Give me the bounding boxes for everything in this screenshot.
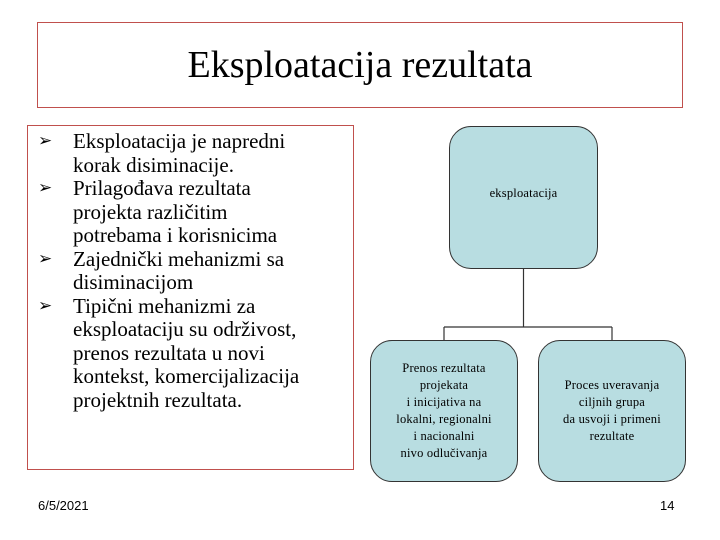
bullet-line: potrebama i korisnicima [73, 223, 278, 247]
diagram-node-child-1 [370, 340, 518, 482]
node-line: da usvoji i primeni [563, 412, 661, 426]
bullet-line: eksploataciju su održivost, [73, 317, 297, 341]
node-line: nivo odlučivanja [400, 446, 488, 460]
diagram-node-child-2 [538, 340, 686, 482]
bullet-line: Tipični mehanizmi za [73, 293, 256, 318]
bullet-line: prenos rezultata u novi [73, 340, 265, 365]
diagram-node-root-label: eksploatacija [489, 186, 558, 200]
node-line: rezultate [589, 429, 635, 443]
bullet-line: kontekst, komercijalizacija [73, 364, 300, 388]
node-line: Prenos rezultata [402, 361, 486, 375]
node-line: ciljnih grupa [578, 395, 646, 409]
node-line: Proces uveravanja [564, 378, 660, 392]
page-title: Eksploatacija rezultata [187, 44, 533, 86]
node-line: i nacionalni [413, 429, 475, 443]
bullet-line: Eksploatacija je napredni [73, 129, 286, 153]
bullet-line: projektnih rezultata. [73, 387, 243, 412]
diagram-node-child-2-label [563, 377, 661, 445]
arrow-bullet-icon: ➢ [38, 295, 53, 316]
arrow-bullet-icon: ➢ [38, 131, 53, 151]
bullet-line: Prilagođava rezultata [73, 176, 251, 200]
node-line: projekata [419, 378, 469, 392]
diagram-node-child-1-label [396, 360, 491, 462]
bullet-line: projekta različitim [73, 199, 228, 224]
bullet-line: korak disiminacije. [73, 152, 234, 177]
footer-date: 6/5/2021 [38, 498, 89, 513]
arrow-bullet-icon: ➢ [38, 178, 53, 198]
bullet-line: Zajednički mehanizmi sa [73, 246, 285, 271]
footer-page-number: 14 [660, 498, 675, 513]
node-line: i inicijativa na [406, 395, 482, 409]
arrow-bullet-icon: ➢ [38, 248, 53, 269]
node-line: lokalni, regionalni [396, 412, 492, 426]
bullet-line: disiminacijom [73, 270, 194, 294]
diagram-node-root [449, 126, 598, 269]
